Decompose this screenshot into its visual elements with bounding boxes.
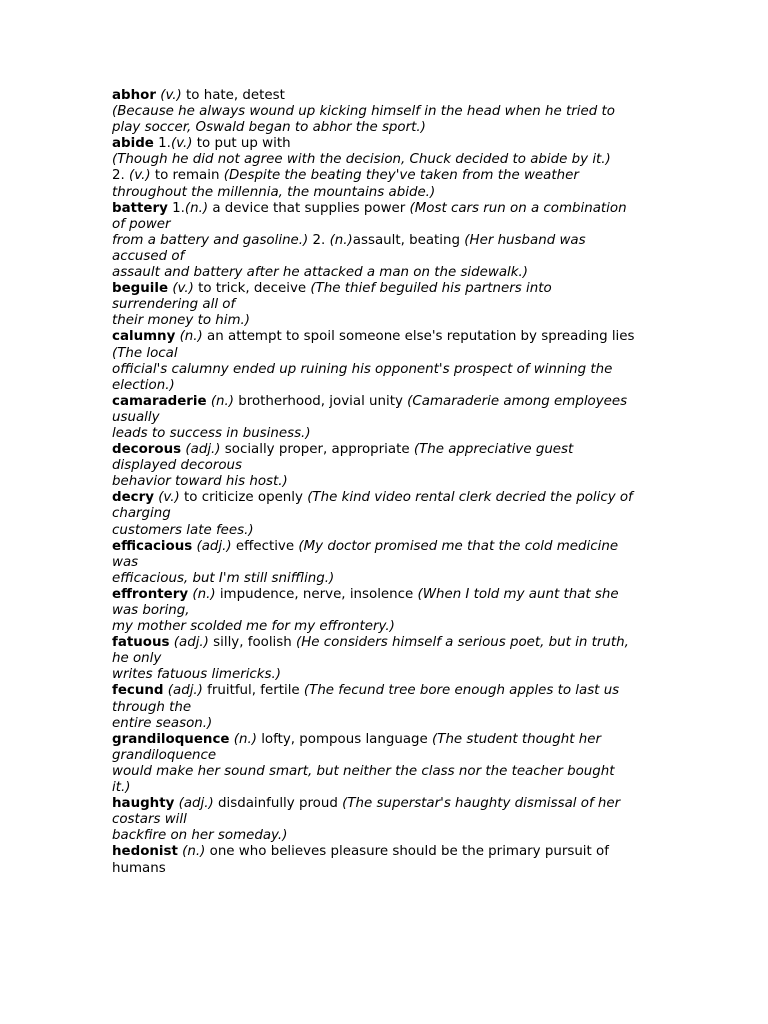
italic-text: my mother scolded me for my effrontery.) [112,619,395,635]
italic-text: (n.) [329,232,353,248]
text-line [112,812,660,828]
italic-text: (The thief beguiled his partners into [310,281,552,297]
text-line [112,523,660,539]
headword: decry [112,490,154,506]
text-line [112,700,660,716]
text-line [112,506,660,522]
text-line [112,265,660,281]
text-run: to put up with [192,136,291,152]
italic-text: play soccer, Oswald began to abhor the sport.) [112,120,426,136]
text-line [112,346,660,362]
italic-text: (Most cars run on a combination [409,200,627,216]
text-run: brotherhood, jovial unity [234,393,408,409]
italic-text: (v.) [160,88,182,103]
text-line [112,88,660,104]
text-line [112,329,660,345]
text-run: humans [112,860,166,876]
italic-text: (v.) [158,490,180,506]
text-line [112,281,660,297]
text-line [112,603,660,619]
text-run: disdainfully proud [213,796,343,812]
italic-text: (The kind video rental clerk decried the policy of [307,490,633,506]
italic-text: grandiloquence [112,747,217,763]
text-line [112,490,660,506]
italic-text: (Because he always wound up kicking himself in the head when he tried to [112,104,615,120]
italic-text: costars will [112,812,187,828]
italic-text: throughout the millennia, the mountains abide.) [112,184,436,200]
headword: calumny [112,329,176,345]
text-line [112,619,660,635]
text-line [112,201,660,217]
text-line [112,474,660,490]
text-line [112,828,660,844]
headword: grandiloquence [112,731,230,747]
text-line [112,136,660,152]
italic-text: (Despite the beating they've taken from the weather [223,168,579,184]
headword: camaraderie [112,393,207,409]
text-line [112,458,660,474]
italic-text: (He considers himself a serious poet, but in truth, [296,635,629,651]
italic-text: (adj.) [167,683,203,699]
text-line [112,555,660,571]
text-line [112,249,660,265]
document-body [112,88,660,877]
italic-text: (The student thought her [432,731,602,747]
headword: efficacious [112,538,193,554]
text-line [112,780,660,796]
text-run: 1. [153,136,171,152]
italic-text: through the [112,699,192,715]
italic-text: behavior toward his host.) [112,474,288,490]
italic-text: of power [112,216,171,232]
text-run: 1. [167,200,185,216]
text-run: impudence, nerve, insolence [215,586,418,602]
text-line [112,844,660,860]
text-line [112,410,660,426]
italic-text: accused of [112,248,185,264]
headword: decorous [112,442,182,458]
italic-text: (n.) [192,586,216,602]
italic-text: (adj.) [196,538,232,554]
italic-text: leads to success in business.) [112,425,311,441]
text-line [112,571,660,587]
text-line [112,764,660,780]
text-line [112,442,660,458]
italic-text: from a battery and gasoline.) [112,232,309,248]
headword: haughty [112,796,175,812]
text-run: socially proper, appropriate [220,442,414,458]
text-run: lofty, pompous language [256,731,433,747]
italic-text: efficacious, but I'm still sniffling.) [112,570,335,586]
italic-text: (v.) [170,136,193,152]
italic-text: usually [112,409,160,425]
italic-text: entire season.) [112,715,213,731]
italic-text: surrendering all of [112,297,236,313]
text-line [112,748,660,764]
italic-text: (n.) [210,393,235,409]
headword: hedonist [112,844,178,860]
text-run: silly, foolish [208,635,296,651]
text-line [112,635,660,651]
text-run: to hate, detest [181,88,285,103]
italic-text: (n.) [179,329,203,345]
text-line [112,732,660,748]
text-line [112,667,660,683]
headword: battery [112,200,168,216]
text-run: to criticize openly [179,490,308,506]
text-line [112,426,660,442]
italic-text: (adj.) [185,442,221,458]
headword: fatuous [112,635,170,651]
italic-text: (Though he did not agree with the decision, Chuck decided to abide by it.) [112,152,611,168]
italic-text: (When I told my aunt that she [417,586,619,602]
text-line [112,539,660,555]
text-line [112,313,660,329]
text-run: fruitful, fertile [202,683,304,699]
text-run: 2. [112,168,130,184]
italic-text: (v.) [172,281,194,297]
italic-text: (The superstar's haughty dismissal of her [342,796,621,812]
italic-text: their money to him.) [112,313,251,329]
italic-text: (Camaraderie among employees [407,393,628,409]
italic-text: (n.) [233,731,257,747]
italic-text: (v.) [129,168,151,184]
text-run: to remain [150,168,224,184]
text-line [112,152,660,168]
text-line [112,185,660,201]
italic-text: (The appreciative guest [413,442,574,458]
italic-text: assault and battery after he attacked a man on the sidewalk.) [112,265,529,281]
text-line [112,394,660,410]
italic-text: official's calumny ended up ruining his opponent's prospect of winning the [112,361,613,377]
headword: abhor [112,88,156,103]
text-line [112,168,660,184]
italic-text: displayed decorous [112,458,242,474]
text-line [112,378,660,394]
text-run: assault, beating [352,232,465,248]
text-line [112,683,660,699]
italic-text: (adj.) [173,635,209,651]
italic-text: writes fatuous limericks.) [112,667,281,683]
text-line [112,716,660,732]
text-line [112,587,660,603]
text-run: one who believes pleasure should be the primary pursuit of [205,844,609,860]
text-line [112,651,660,667]
italic-text: (Her husband was [464,232,586,248]
italic-text: charging [112,506,171,522]
italic-text: (The local [112,345,178,361]
text-run: to trick, deceive [193,281,311,297]
text-line [112,233,660,249]
italic-text: (adj.) [178,796,214,812]
text-line [112,796,660,812]
italic-text: it.) [112,780,131,796]
italic-text: he only [112,651,162,667]
text-run: 2. [308,232,330,248]
italic-text: was [112,554,139,570]
headword: effrontery [112,586,189,602]
text-line [112,297,660,313]
italic-text: backfire on her someday.) [112,828,288,844]
italic-text: customers late fees.) [112,522,254,538]
italic-text: election.) [112,377,175,393]
text-line [112,861,660,877]
text-line [112,120,660,136]
text-run: an attempt to spoil someone else's reputation by spreading lies [202,329,635,345]
headword: beguile [112,281,169,297]
text-line [112,217,660,233]
italic-text: would make her sound smart, but neither the class nor the teacher bought [112,763,615,779]
text-run: effective [231,538,299,554]
text-line [112,104,660,120]
text-line [112,362,660,378]
italic-text: (My doctor promised me that the cold medicine [298,538,619,554]
italic-text: was boring, [112,603,190,618]
headword: abide [112,136,154,152]
italic-text: (n.) [182,844,206,860]
italic-text: (The fecund tree bore enough apples to last us [303,683,620,699]
text-run: a device that supplies power [208,200,410,216]
italic-text: (n.) [184,200,209,216]
headword: fecund [112,683,164,699]
